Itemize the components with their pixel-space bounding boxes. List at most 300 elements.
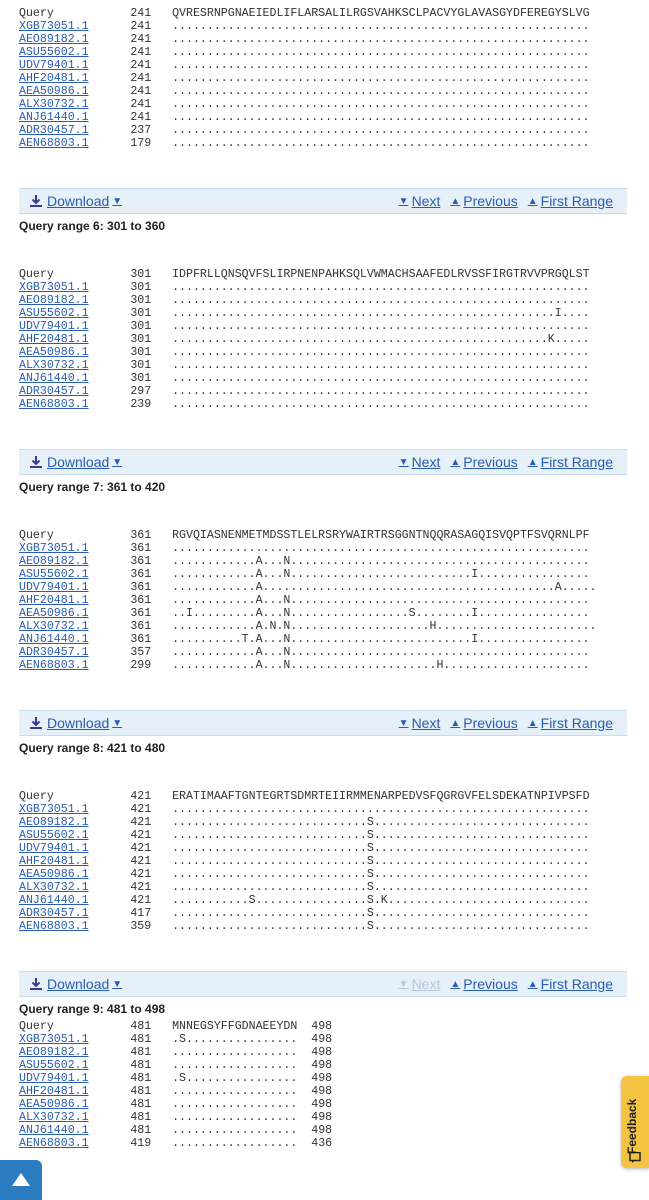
sequence: ..........T.A...N..........................I................ <box>172 633 590 646</box>
subject-row <box>19 855 590 868</box>
sequence: ..I.........A...N.................S........I................ <box>172 607 590 620</box>
subject-row <box>19 372 590 385</box>
sequence: ............................................................ <box>172 124 590 137</box>
sequence: ............................S............................... <box>172 907 590 920</box>
sequence: ............A.N.N....................H....................... <box>172 620 597 633</box>
accession-link[interactable]: AEN68803.1 <box>19 1137 89 1150</box>
start-position: 361 <box>130 542 152 555</box>
accession-link[interactable]: AEN68803.1 <box>19 920 89 933</box>
next-link[interactable] <box>399 454 441 470</box>
first-range-link[interactable] <box>528 715 613 731</box>
subject-row <box>19 659 596 672</box>
chevron-down-icon: ▼ <box>112 195 123 207</box>
end-position: 498 <box>311 1033 333 1046</box>
accession-link[interactable]: ALX30732.1 <box>19 881 89 894</box>
query-row <box>19 790 590 803</box>
download-label: Download <box>47 454 110 470</box>
start-position: 241 <box>130 46 152 59</box>
query-range-label: Query range 8: 421 to 480 <box>19 741 166 755</box>
subject-row <box>19 346 590 359</box>
download-button[interactable] <box>29 193 122 209</box>
start-position: 481 <box>130 1111 152 1124</box>
triangle-up-icon: ▲ <box>450 456 461 468</box>
accession-link[interactable]: AEN68803.1 <box>19 137 89 150</box>
arrow-up-icon <box>11 1171 31 1189</box>
start-position: 481 <box>130 1124 152 1137</box>
start-position: 241 <box>130 98 152 111</box>
triangle-down-icon: ▼ <box>398 195 409 207</box>
accession-link[interactable]: XGB73051.1 <box>19 1033 89 1046</box>
end-position: 498 <box>311 1085 333 1098</box>
sequence: ............A...N........................................... <box>172 594 590 607</box>
accession-link[interactable]: AEN68803.1 <box>19 659 89 672</box>
query-label: Query <box>19 7 54 20</box>
accession-link[interactable]: UDV79401.1 <box>19 842 89 855</box>
accession-link[interactable]: ALX30732.1 <box>19 1111 89 1124</box>
subject-row <box>19 920 590 933</box>
start-position: 481 <box>130 1020 152 1033</box>
start-position: 361 <box>130 620 152 633</box>
start-position: 481 <box>130 1059 152 1072</box>
start-position: 241 <box>130 33 152 46</box>
subject-row <box>19 868 590 881</box>
scroll-to-top-button[interactable] <box>0 1160 42 1200</box>
first-range-link[interactable] <box>528 976 613 992</box>
end-position: 498 <box>311 1072 333 1085</box>
subject-row <box>19 1033 332 1046</box>
accession-link[interactable]: AEA50986.1 <box>19 346 89 359</box>
accession-link[interactable]: ADR30457.1 <box>19 385 89 398</box>
sequence: ............................S............................... <box>172 881 590 894</box>
chevron-down-icon: ▼ <box>112 456 123 468</box>
subject-row <box>19 1137 332 1150</box>
subject-row <box>19 294 590 307</box>
accession-link[interactable]: AHF20481.1 <box>19 594 89 607</box>
subject-row <box>19 633 596 646</box>
sequence: ............................................................ <box>172 385 590 398</box>
subject-row <box>19 816 590 829</box>
sequence: ............................S............................... <box>172 855 590 868</box>
range-navigation <box>399 976 613 992</box>
previous-label: Previous <box>463 193 518 209</box>
download-icon <box>29 455 43 469</box>
sequence: ............................................................ <box>172 359 590 372</box>
start-position: 301 <box>130 268 152 281</box>
download-label: Download <box>47 715 110 731</box>
accession-link[interactable]: AEA50986.1 <box>19 1098 89 1111</box>
subject-row <box>19 59 590 72</box>
accession-link[interactable]: ASU55602.1 <box>19 307 89 320</box>
range-toolbar <box>19 449 627 475</box>
subject-row <box>19 829 590 842</box>
triangle-up-icon: ▲ <box>450 978 461 990</box>
previous-label: Previous <box>463 976 518 992</box>
subject-row <box>19 307 590 320</box>
alignment-block <box>19 7 590 150</box>
triangle-down-icon: ▼ <box>398 717 409 729</box>
start-position: 361 <box>130 594 152 607</box>
triangle-up-icon: ▲ <box>450 717 461 729</box>
sequence: ............................................................ <box>172 111 590 124</box>
start-position: 301 <box>130 294 152 307</box>
sequence: ............A...N..........................I................ <box>172 568 590 581</box>
start-position: 241 <box>130 7 152 20</box>
previous-link[interactable] <box>450 976 517 992</box>
start-position: 301 <box>130 320 152 333</box>
start-position: 361 <box>130 633 152 646</box>
first-range-label: First Range <box>540 454 613 470</box>
accession-link[interactable]: UDV79401.1 <box>19 320 89 333</box>
subject-row <box>19 124 590 137</box>
triangle-up-icon: ▲ <box>450 195 461 207</box>
query-label: Query <box>19 790 54 803</box>
first-range-link[interactable] <box>528 193 613 209</box>
end-position: 498 <box>311 1111 333 1124</box>
start-position: 237 <box>130 124 152 137</box>
subject-row <box>19 1124 332 1137</box>
sequence: ............................S............................... <box>172 816 590 829</box>
accession-link[interactable]: AEA50986.1 <box>19 868 89 881</box>
sequence: ERATIMAAFTGNTEGRTSDMRTEIIRMMENARPEDVSFQGRGVFELSDEKATNPIVPSFD <box>172 790 590 803</box>
start-position: 361 <box>130 529 152 542</box>
accession-link[interactable]: AEA50986.1 <box>19 85 89 98</box>
subject-row <box>19 881 590 894</box>
sequence: .................. <box>172 1124 298 1137</box>
accession-link[interactable]: AHF20481.1 <box>19 855 89 868</box>
end-position: 498 <box>311 1124 333 1137</box>
sequence: MNNEGSYFFGDNAEEYDN <box>172 1020 298 1033</box>
accession-link[interactable]: AHF20481.1 <box>19 72 89 85</box>
sequence: ............................................................ <box>172 542 590 555</box>
accession-link[interactable]: XGB73051.1 <box>19 281 89 294</box>
subject-row <box>19 385 590 398</box>
feedback-label: Feedback <box>625 1098 639 1154</box>
accession-link[interactable]: AEA50986.1 <box>19 607 89 620</box>
query-label: Query <box>19 529 54 542</box>
double-up-icon: ▲ <box>527 978 538 990</box>
sequence: .................. <box>172 1137 298 1150</box>
subject-row <box>19 1059 332 1072</box>
accession-link[interactable]: XGB73051.1 <box>19 803 89 816</box>
start-position: 301 <box>130 307 152 320</box>
sequence: .......................................................I.... <box>172 307 590 320</box>
accession-link[interactable]: AEN68803.1 <box>19 398 89 411</box>
triangle-down-icon: ▼ <box>398 978 409 990</box>
sequence: .S................ <box>172 1072 298 1085</box>
start-position: 481 <box>130 1098 152 1111</box>
start-position: 239 <box>130 398 152 411</box>
sequence: .S................ <box>172 1033 298 1046</box>
sequence: ............................................................ <box>172 320 590 333</box>
query-range-label: Query range 6: 301 to 360 <box>19 219 166 233</box>
triangle-down-icon: ▼ <box>398 456 409 468</box>
accession-link[interactable]: ASU55602.1 <box>19 568 89 581</box>
start-position: 361 <box>130 555 152 568</box>
start-position: 481 <box>130 1085 152 1098</box>
sequence: ............................................................ <box>172 33 590 46</box>
accession-link[interactable]: AEO89182.1 <box>19 294 89 307</box>
sequence: ............................S............................... <box>172 842 590 855</box>
next-label: Next <box>411 976 441 992</box>
accession-link[interactable]: UDV79401.1 <box>19 1072 89 1085</box>
sequence: ............A...N........................................... <box>172 646 590 659</box>
previous-link[interactable] <box>450 715 517 731</box>
query-range-label: Query range 7: 361 to 420 <box>19 480 166 494</box>
next-link[interactable] <box>399 715 441 731</box>
start-position: 421 <box>130 790 152 803</box>
start-position: 297 <box>130 385 152 398</box>
subject-row <box>19 359 590 372</box>
start-position: 361 <box>130 581 152 594</box>
accession-link[interactable]: UDV79401.1 <box>19 581 89 594</box>
sequence: ......................................................K..... <box>172 333 590 346</box>
start-position: 179 <box>130 137 152 150</box>
end-position: 498 <box>311 1059 333 1072</box>
start-position: 301 <box>130 333 152 346</box>
subject-row <box>19 398 590 411</box>
accession-link[interactable]: ADR30457.1 <box>19 907 89 920</box>
sequence: .................. <box>172 1059 298 1072</box>
accession-link[interactable]: ADR30457.1 <box>19 646 89 659</box>
accession-link[interactable]: AEO89182.1 <box>19 33 89 46</box>
start-position: 299 <box>130 659 152 672</box>
subject-row <box>19 333 590 346</box>
sequence: ............................................................ <box>172 372 590 385</box>
subject-row <box>19 72 590 85</box>
first-range-label: First Range <box>540 976 613 992</box>
download-label: Download <box>47 976 110 992</box>
sequence: .................. <box>172 1046 298 1059</box>
start-position: 361 <box>130 568 152 581</box>
query-row <box>19 268 590 281</box>
accession-link[interactable]: AEO89182.1 <box>19 555 89 568</box>
sequence: IDPFRLLQNSQVFSLIRPNENPAHKSQLVWMACHSAAFEDLRVSSFIRGTRVVPRGQLST <box>172 268 590 281</box>
query-label: Query <box>19 1020 54 1033</box>
next-label: Next <box>411 193 441 209</box>
accession-link[interactable]: XGB73051.1 <box>19 20 89 33</box>
query-range-label: Query range 9: 481 to 498 <box>19 1002 166 1016</box>
subject-row <box>19 33 590 46</box>
feedback-icon <box>629 1152 641 1163</box>
subject-row <box>19 46 590 59</box>
sequence: ............................................................ <box>172 72 590 85</box>
accession-link[interactable]: ALX30732.1 <box>19 620 89 633</box>
download-label: Download <box>47 193 110 209</box>
accession-link[interactable]: ADR30457.1 <box>19 124 89 137</box>
subject-row <box>19 594 596 607</box>
chevron-down-icon: ▼ <box>112 717 123 729</box>
sequence: ...........S................S.K............................. <box>172 894 590 907</box>
accession-link[interactable]: ANJ61440.1 <box>19 894 89 907</box>
query-row <box>19 1020 332 1033</box>
start-position: 419 <box>130 1137 152 1150</box>
previous-label: Previous <box>463 715 518 731</box>
subject-row <box>19 620 596 633</box>
sequence: ............................................................ <box>172 294 590 307</box>
sequence: ............................................................ <box>172 803 590 816</box>
query-row <box>19 7 590 20</box>
feedback-button[interactable] <box>621 1076 649 1168</box>
accession-link[interactable]: AHF20481.1 <box>19 333 89 346</box>
sequence: ............................................................ <box>172 98 590 111</box>
subject-row <box>19 111 590 124</box>
start-position: 301 <box>130 281 152 294</box>
subject-row <box>19 20 590 33</box>
download-button[interactable] <box>29 454 122 470</box>
subject-row <box>19 581 596 594</box>
query-label: Query <box>19 268 54 281</box>
accession-link[interactable]: ASU55602.1 <box>19 1059 89 1072</box>
sequence: ............A...N.....................H..................... <box>172 659 590 672</box>
start-position: 361 <box>130 607 152 620</box>
subject-row <box>19 281 590 294</box>
download-button[interactable] <box>29 715 122 731</box>
subject-row <box>19 842 590 855</box>
start-position: 359 <box>130 920 152 933</box>
subject-row <box>19 646 596 659</box>
start-position: 241 <box>130 59 152 72</box>
accession-link[interactable]: AEO89182.1 <box>19 816 89 829</box>
sequence: .................. <box>172 1098 298 1111</box>
download-icon <box>29 977 43 991</box>
accession-link[interactable]: UDV79401.1 <box>19 59 89 72</box>
previous-link[interactable] <box>450 193 517 209</box>
next-label: Next <box>411 454 441 470</box>
end-position: 436 <box>311 1137 333 1150</box>
start-position: 241 <box>130 20 152 33</box>
next-link[interactable] <box>399 193 441 209</box>
query-row <box>19 529 596 542</box>
start-position: 481 <box>130 1072 152 1085</box>
sequence: ............................S............................... <box>172 829 590 842</box>
accession-link[interactable]: XGB73051.1 <box>19 542 89 555</box>
sequence: ............A..........................................A..... <box>172 581 597 594</box>
alignment-block <box>19 268 590 411</box>
subject-row <box>19 607 596 620</box>
next-link <box>399 976 441 992</box>
sequence: ............................................................ <box>172 346 590 359</box>
subject-row <box>19 1098 332 1111</box>
download-icon <box>29 194 43 208</box>
sequence: ............................................................ <box>172 281 590 294</box>
first-range-label: First Range <box>540 193 613 209</box>
start-position: 421 <box>130 816 152 829</box>
start-position: 241 <box>130 85 152 98</box>
subject-row <box>19 137 590 150</box>
next-label: Next <box>411 715 441 731</box>
accession-link[interactable]: ASU55602.1 <box>19 46 89 59</box>
range-toolbar <box>19 188 627 214</box>
alignment-block <box>19 1020 332 1150</box>
accession-link[interactable]: ANJ61440.1 <box>19 111 89 124</box>
accession-link[interactable]: ANJ61440.1 <box>19 1124 89 1137</box>
sequence: .................. <box>172 1111 298 1124</box>
sequence: ............................................................ <box>172 85 590 98</box>
start-position: 241 <box>130 111 152 124</box>
accession-link[interactable]: AEO89182.1 <box>19 1046 89 1059</box>
subject-row <box>19 85 590 98</box>
subject-row <box>19 803 590 816</box>
range-toolbar <box>19 710 627 736</box>
start-position: 417 <box>130 907 152 920</box>
subject-row <box>19 98 590 111</box>
end-position: 498 <box>311 1046 333 1059</box>
sequence: RGVQIASNENMETMDSSTLELRSRYWAIRTRSGGNTNQQRASAGQISVQPTFSVQRNLPF <box>172 529 590 542</box>
double-up-icon: ▲ <box>527 195 538 207</box>
subject-row <box>19 320 590 333</box>
previous-label: Previous <box>463 454 518 470</box>
subject-row <box>19 542 596 555</box>
subject-row <box>19 555 596 568</box>
subject-row <box>19 907 590 920</box>
start-position: 481 <box>130 1033 152 1046</box>
start-position: 301 <box>130 346 152 359</box>
sequence: .................. <box>172 1085 298 1098</box>
start-position: 421 <box>130 894 152 907</box>
first-range-link[interactable] <box>528 454 613 470</box>
chevron-down-icon: ▼ <box>112 978 123 990</box>
download-icon <box>29 716 43 730</box>
accession-link[interactable]: ALX30732.1 <box>19 98 89 111</box>
end-position: 498 <box>311 1098 333 1111</box>
subject-row <box>19 1046 332 1059</box>
accession-link[interactable]: AHF20481.1 <box>19 1085 89 1098</box>
subject-row <box>19 894 590 907</box>
download-button[interactable] <box>29 976 122 992</box>
sequence: ............................S............................... <box>172 868 590 881</box>
accession-link[interactable]: ANJ61440.1 <box>19 372 89 385</box>
start-position: 421 <box>130 855 152 868</box>
start-position: 421 <box>130 803 152 816</box>
range-navigation <box>399 454 613 470</box>
sequence: ............A...N........................................... <box>172 555 590 568</box>
sequence: QVRESRNPGNAEIEDLIFLARSALILRGSVAHKSCLPACVYGLAVASGYDFEREGYSLVG <box>172 7 590 20</box>
sequence: ............................................................ <box>172 137 590 150</box>
range-toolbar <box>19 971 627 997</box>
range-navigation <box>399 193 613 209</box>
double-up-icon: ▲ <box>527 717 538 729</box>
subject-row <box>19 1072 332 1085</box>
sequence: ............................................................ <box>172 20 590 33</box>
previous-link[interactable] <box>450 454 517 470</box>
sequence: ............................................................ <box>172 46 590 59</box>
start-position: 481 <box>130 1046 152 1059</box>
start-position: 301 <box>130 359 152 372</box>
subject-row <box>19 1111 332 1124</box>
start-position: 301 <box>130 372 152 385</box>
sequence: ............................................................ <box>172 398 590 411</box>
end-position: 498 <box>311 1020 333 1033</box>
accession-link[interactable]: ANJ61440.1 <box>19 633 89 646</box>
alignment-block <box>19 790 590 933</box>
start-position: 241 <box>130 72 152 85</box>
subject-row <box>19 1085 332 1098</box>
start-position: 421 <box>130 842 152 855</box>
accession-link[interactable]: ASU55602.1 <box>19 829 89 842</box>
alignment-block <box>19 529 596 672</box>
sequence: ............................................................ <box>172 59 590 72</box>
double-up-icon: ▲ <box>527 456 538 468</box>
range-navigation <box>399 715 613 731</box>
start-position: 357 <box>130 646 152 659</box>
start-position: 421 <box>130 881 152 894</box>
start-position: 421 <box>130 868 152 881</box>
first-range-label: First Range <box>540 715 613 731</box>
start-position: 421 <box>130 829 152 842</box>
accession-link[interactable]: ALX30732.1 <box>19 359 89 372</box>
subject-row <box>19 568 596 581</box>
sequence: ............................S............................... <box>172 920 590 933</box>
